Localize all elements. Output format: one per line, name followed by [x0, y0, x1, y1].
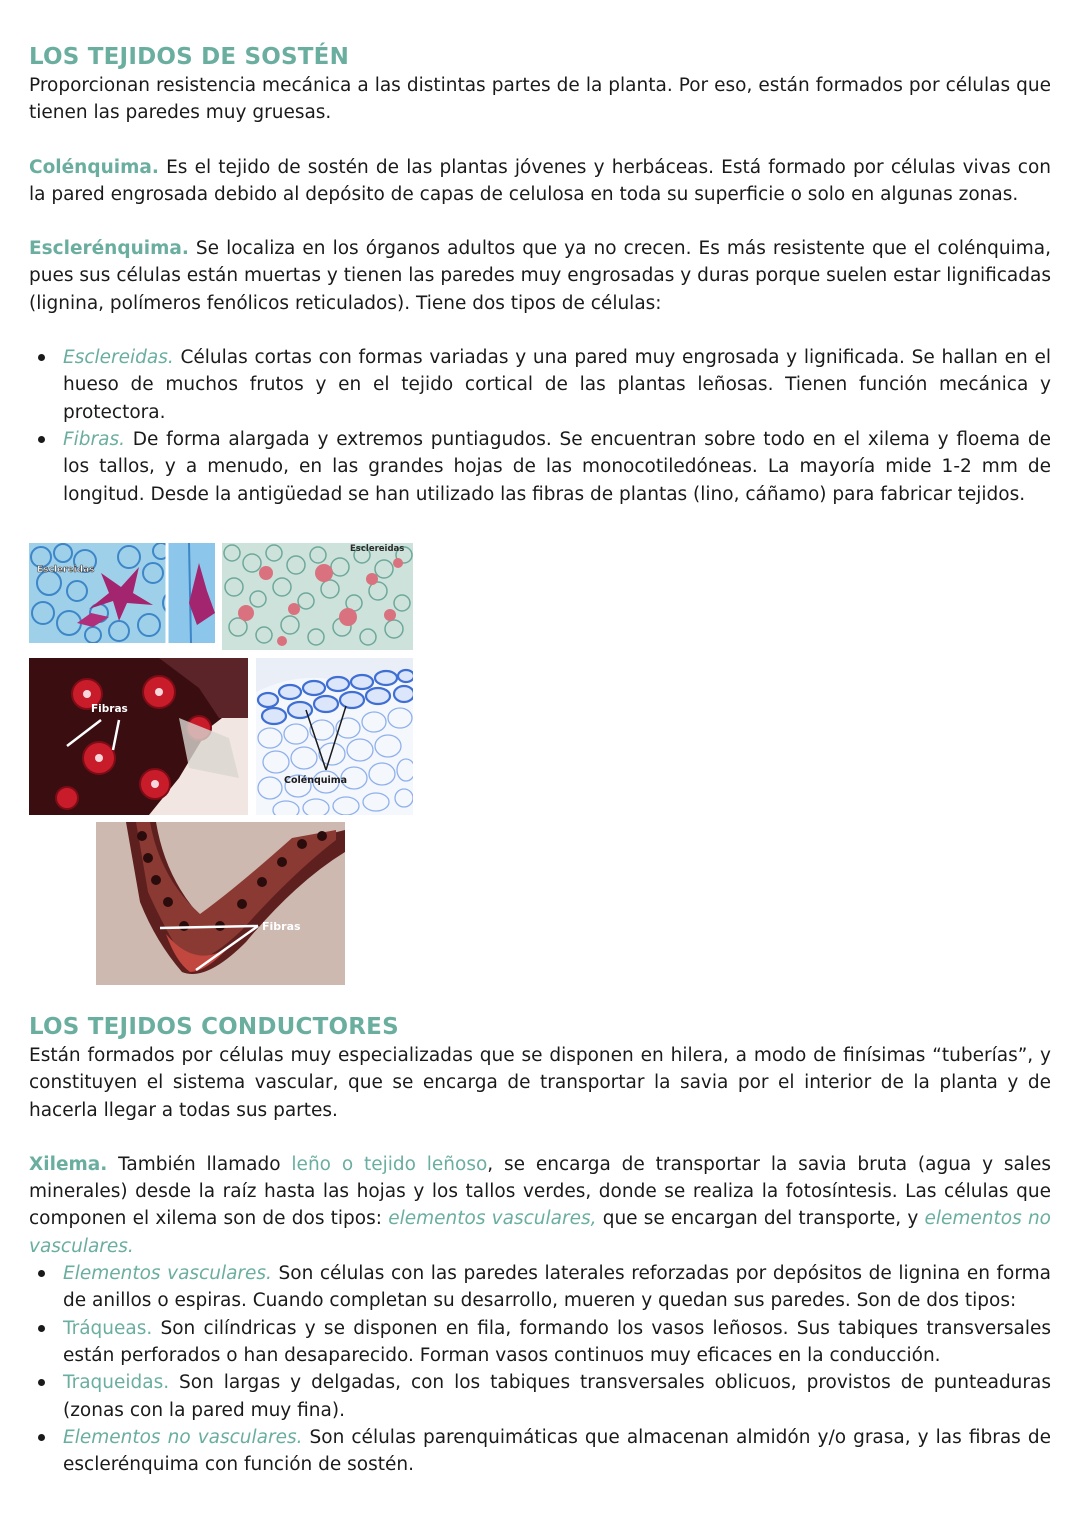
- micrograph-image: [29, 658, 248, 815]
- micrograph-label: Fibras: [262, 920, 301, 933]
- section-sosten: [29, 44, 1051, 508]
- esclereidas-micrograph-1: [29, 543, 215, 643]
- elementos-no-vasculares-term: elementos no vasculares.: [29, 1208, 1051, 1257]
- list-item: Traqueidas. Son largas y delgadas, con los tabiques transversales oblicuos, provistos de punteaduras (zonas con la pared muy fina).: [29, 1369, 1051, 1424]
- colenquima-micrograph: [256, 658, 413, 815]
- leno-term: leño o tejido leñoso: [291, 1153, 488, 1175]
- fibras-micrograph-1: [29, 658, 248, 815]
- micrograph-label: Esclereidas: [350, 544, 405, 554]
- xilema-term: Xilema.: [29, 1153, 108, 1175]
- list-item: Fibras. De forma alargada y extremos puntiagudos. Se encuentran sobre todo en el xilema y floema de los tallos, y a menudo, en las grandes hojas de las monocotiledóneas. La mayoría mide 1-2 mm de longitud. Desde la antigüedad se han utilizado las fibras de plantas (lino, cáñamo) para fabricar tejidos.: [29, 426, 1051, 508]
- fibras-term: Fibras.: [63, 428, 125, 450]
- colenquima-paragraph: Colénquima. Es el tejido de sostén de las plantas jóvenes y herbáceas. Está formado por células vivas con la pared engrosada debido al depósito de capas de celulosa en toda su superficie o solo en algunas zonas.: [29, 156, 1051, 205]
- esclerenquima-cell-list: [29, 344, 1051, 508]
- micrograph-label: Fibras: [91, 703, 128, 715]
- micrograph-label: Colénquima: [284, 775, 348, 786]
- section-conductores: [29, 1014, 1051, 1478]
- esclereidas-micrograph-2: [222, 543, 413, 650]
- list-item: Tráqueas. Son cilíndricas y se disponen en fila, formando los vasos leñosos. Sus tabiques transversales están perforados o han desaparecido. Forman vasos continuos muy eficaces en la conducción.: [29, 1315, 1051, 1370]
- xilema-paragraph: Xilema. También llamado leño o tejido leñoso, se encarga de transportar la savia bruta (agua y sales minerales) desde la raíz hasta las hojas y los tallos verdes, donde se realiza la fotosíntesis. Las células que componen el xilema son de dos tipos: elementos vasculares, que se encargan del transporte, y elementos no vasculares.: [29, 1153, 1052, 1257]
- list-item: Elementos no vasculares. Son células parenquimáticas que almacenan almidón y/o grasa, y las fibras de esclerénquima con función de sostén.: [29, 1424, 1051, 1479]
- micrograph-label: Esclereidas: [37, 565, 95, 575]
- micrograph-image: [256, 658, 413, 815]
- esclereidas-term: Esclereidas.: [63, 347, 174, 369]
- fibras-micrograph-2: [96, 822, 345, 985]
- intro-paragraph-conductores: Están formados por células muy especializadas que se disponen en hilera, a modo de finísimas “tuberías”, y constituyen el sistema vascular, que se encarga de transportar la savia por el interior de la planta y de hacerla llegar a todas sus partes.: [29, 1045, 1051, 1121]
- list-item: Elementos vasculares. Son células con las paredes laterales reforzadas por depósitos de lignina en forma de anillos o espiras. Cuando completan su desarrollo, mueren y quedan sus paredes. Son de dos tipos:: [29, 1260, 1051, 1315]
- xilema-cell-list: [29, 1260, 1051, 1478]
- colenquima-term: Colénquima.: [29, 156, 159, 178]
- esclerenquima-term: Esclerénquima.: [29, 238, 189, 260]
- list-item: Esclereidas. Células cortas con formas variadas y una pared muy engrosada y lignificada. Se hallan en el hueso de muchos frutos y en el tejido cortical de las plantas leñosas. Tienen función mecánica y protectora.: [29, 344, 1051, 426]
- section-title-sosten: LOS TEJIDOS DE SOSTÉN: [29, 44, 350, 70]
- micrograph-image: [222, 543, 413, 650]
- elementos-vasculares-term: elementos vasculares,: [388, 1208, 597, 1230]
- esclerenquima-paragraph: Esclerénquima. Se localiza en los órganos adultos que ya no crecen. Es más resistente que el colénquima, pues sus células están muertas y tienen las paredes muy engrosadas y duras porque suelen estar lignificadas (lignina, polímeros fenólicos reticulados). Tiene dos tipos de células:: [29, 238, 1051, 314]
- section-title-conductores: LOS TEJIDOS CONDUCTORES: [29, 1014, 399, 1040]
- intro-paragraph-sosten: Proporcionan resistencia mecánica a las distintas partes de la planta. Por eso, están formados por células que tienen las paredes muy gruesas.: [29, 75, 1051, 124]
- micrograph-image: [96, 822, 345, 985]
- micrograph-image: [29, 543, 215, 643]
